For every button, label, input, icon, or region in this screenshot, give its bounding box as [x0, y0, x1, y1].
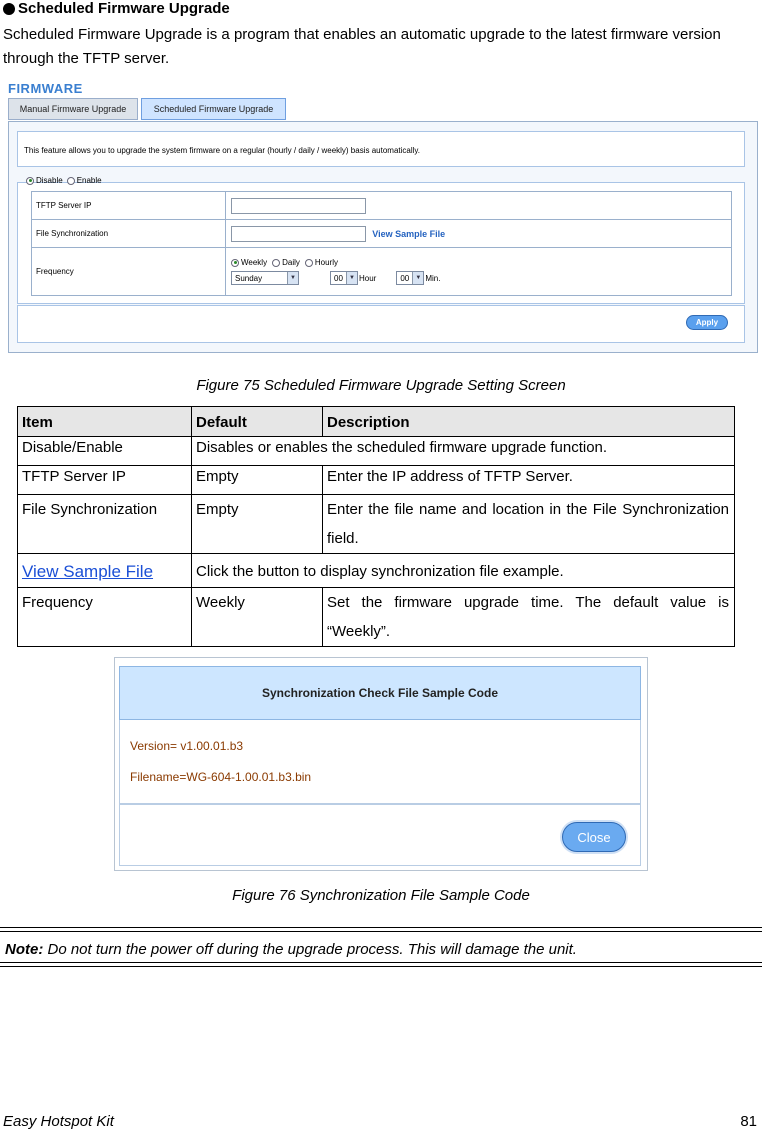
table-row — [18, 554, 735, 588]
view-sample-file-link[interactable]: View Sample File — [22, 561, 154, 581]
item-cell: Disable/Enable — [18, 437, 192, 466]
settings-description-table — [17, 406, 735, 647]
divider — [0, 966, 762, 967]
chevron-down-icon: ▼ — [287, 272, 298, 284]
enable-radio[interactable] — [67, 177, 75, 185]
freq-label: Frequency — [32, 248, 226, 296]
note-text: Do not turn the power off during the upgrade process. This will damage the unit. — [43, 941, 577, 958]
note-label: Note: — [5, 941, 44, 958]
figure-76-caption: Figure 76 Synchronization File Sample Code — [232, 887, 530, 904]
min-select-value: 00 — [400, 273, 410, 283]
mode-radio-group — [26, 176, 102, 185]
default-cell: Empty — [192, 466, 323, 495]
hourly-radio[interactable] — [305, 259, 313, 267]
time-selectors — [231, 271, 731, 285]
table-row — [18, 495, 735, 554]
table-row — [18, 588, 735, 647]
chevron-down-icon: ▼ — [412, 272, 423, 284]
intro-paragraph: Scheduled Firmware Upgrade is a program that enables an automatic upgrade to the latest firmware version through the TFTP server. — [3, 26, 721, 67]
sync-file-input[interactable] — [231, 226, 366, 242]
daily-radio[interactable] — [272, 259, 280, 267]
divider — [0, 927, 762, 928]
day-select-value: Sunday — [235, 273, 263, 283]
footer-title: Easy Hotspot Kit — [3, 1113, 114, 1130]
hour-select[interactable] — [330, 271, 358, 285]
sample-code-header: Synchronization Check File Sample Code — [119, 666, 641, 720]
item-cell: File Synchronization — [18, 495, 192, 554]
tftp-ip-input[interactable] — [231, 198, 366, 214]
tftp-label: TFTP Server IP — [32, 192, 226, 220]
min-select[interactable] — [396, 271, 424, 285]
page-number: 81 — [740, 1113, 757, 1130]
header-description: Description — [323, 407, 735, 437]
default-cell: Weekly — [192, 588, 323, 647]
section-heading-text: Scheduled Firmware Upgrade — [18, 0, 230, 17]
settings-table — [31, 191, 732, 296]
apply-button[interactable]: Apply — [686, 315, 728, 330]
min-unit: Min. — [425, 273, 441, 283]
view-sample-file-link[interactable]: View Sample File — [372, 228, 446, 239]
filename-line: Filename=WG-604-1.00.01.b3.bin — [130, 770, 312, 784]
header-default: Default — [192, 407, 323, 437]
daily-label: Daily — [282, 258, 300, 267]
tab-scheduled-upgrade[interactable]: Scheduled Firmware Upgrade — [141, 98, 286, 120]
enable-label: Enable — [76, 176, 102, 185]
feature-description: This feature allows you to upgrade the system firmware on a regular (hourly / daily / weekly) basis automatically. — [17, 131, 745, 167]
tab-manual-upgrade[interactable]: Manual Firmware Upgrade — [8, 98, 138, 120]
header-item: Item — [18, 407, 192, 437]
freq-radio-group — [231, 258, 731, 267]
hour-unit: Hour — [359, 273, 377, 283]
apply-bar — [17, 305, 745, 343]
sample-code-body — [119, 720, 641, 804]
section-heading — [3, 0, 230, 17]
firmware-tabs — [8, 98, 289, 120]
hour-select-value: 00 — [334, 273, 343, 283]
description-cell: Disables or enables the scheduled firmware upgrade function. — [192, 437, 735, 466]
item-cell: TFTP Server IP — [18, 466, 192, 495]
weekly-radio[interactable] — [231, 259, 239, 267]
note — [5, 941, 577, 958]
description-cell: Set the firmware upgrade time. The default value is “Weekly”. — [323, 588, 735, 647]
weekly-label: Weekly — [241, 258, 268, 267]
bullet-icon — [3, 3, 15, 15]
hourly-label: Hourly — [314, 258, 338, 267]
description-cell: Enter the file name and location in the File Synchronization field. — [323, 495, 735, 554]
sync-label: File Synchronization — [32, 220, 226, 248]
firmware-title: FIRMWARE — [8, 81, 83, 96]
version-line: Version= v1.00.01.b3 — [130, 739, 244, 753]
close-button[interactable]: Close — [562, 822, 626, 852]
divider — [0, 931, 762, 932]
default-cell: Empty — [192, 495, 323, 554]
divider — [0, 962, 762, 963]
disable-radio[interactable] — [26, 177, 34, 185]
item-cell: Frequency — [18, 588, 192, 647]
disable-label: Disable — [36, 176, 63, 185]
description-cell: Click the button to display synchronization file example. — [192, 554, 735, 588]
table-row — [18, 437, 735, 466]
description-cell: Enter the IP address of TFTP Server. — [323, 466, 735, 495]
chevron-down-icon: ▼ — [346, 272, 357, 284]
figure-75-caption: Figure 75 Scheduled Firmware Upgrade Setting Screen — [196, 377, 566, 394]
table-row — [18, 466, 735, 495]
day-select[interactable] — [231, 271, 299, 285]
